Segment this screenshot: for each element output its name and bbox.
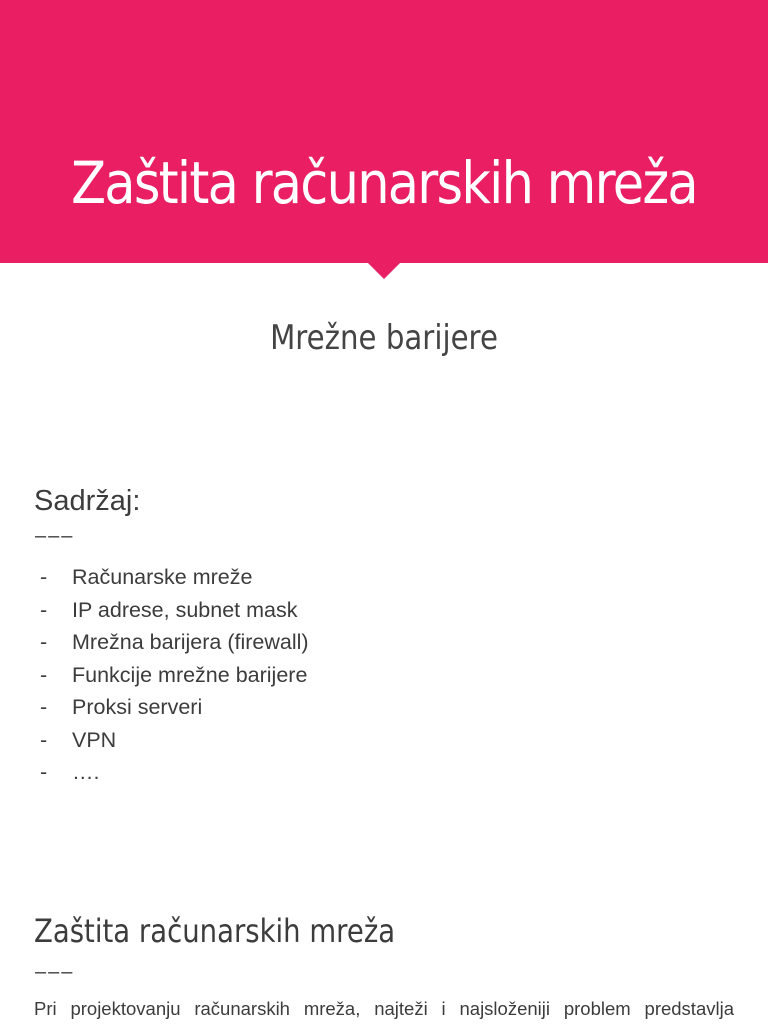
contents-list <box>40 561 309 789</box>
list-item <box>40 626 309 659</box>
contents-rule: ––– <box>35 525 75 547</box>
bullet-dash: - <box>40 662 48 687</box>
list-item <box>40 691 309 724</box>
list-item-label: IP adrese, subnet mask <box>72 597 298 622</box>
banner-pointer <box>367 262 401 279</box>
title-banner <box>0 0 768 263</box>
bullet-dash: - <box>40 760 48 784</box>
main-title: Zaštita računarskih mreža <box>71 149 697 217</box>
list-item-label: VPN <box>72 727 117 752</box>
list-item <box>40 561 309 594</box>
list-item-label: Funkcije mrežne barijere <box>72 662 308 687</box>
list-item <box>40 594 309 627</box>
bullet-dash: - <box>40 727 48 752</box>
section-rule: ––– <box>35 961 75 983</box>
bullet-dash: - <box>40 695 48 719</box>
bullet-dash: - <box>40 565 48 589</box>
list-item <box>40 659 309 692</box>
contents-heading: Sadržaj: <box>34 485 141 517</box>
list-item-label: Proksi serveri <box>72 695 203 719</box>
bullet-dash: - <box>40 597 48 622</box>
bullet-dash: - <box>40 630 48 654</box>
list-item <box>40 756 309 789</box>
list-item-label: Mrežna barijera (firewall) <box>72 630 309 654</box>
list-item-label: …. <box>72 760 100 784</box>
list-item-label: Računarske mreže <box>72 565 253 589</box>
list-item <box>40 724 309 757</box>
section-body-text: Pri projektovanju računarskih mreža, najteži i najsloženiji problem predstavlja <box>34 998 734 1019</box>
section-heading: Zaštita računarskih mreža <box>34 912 396 950</box>
subtitle: Mrežne barijere <box>270 318 498 358</box>
